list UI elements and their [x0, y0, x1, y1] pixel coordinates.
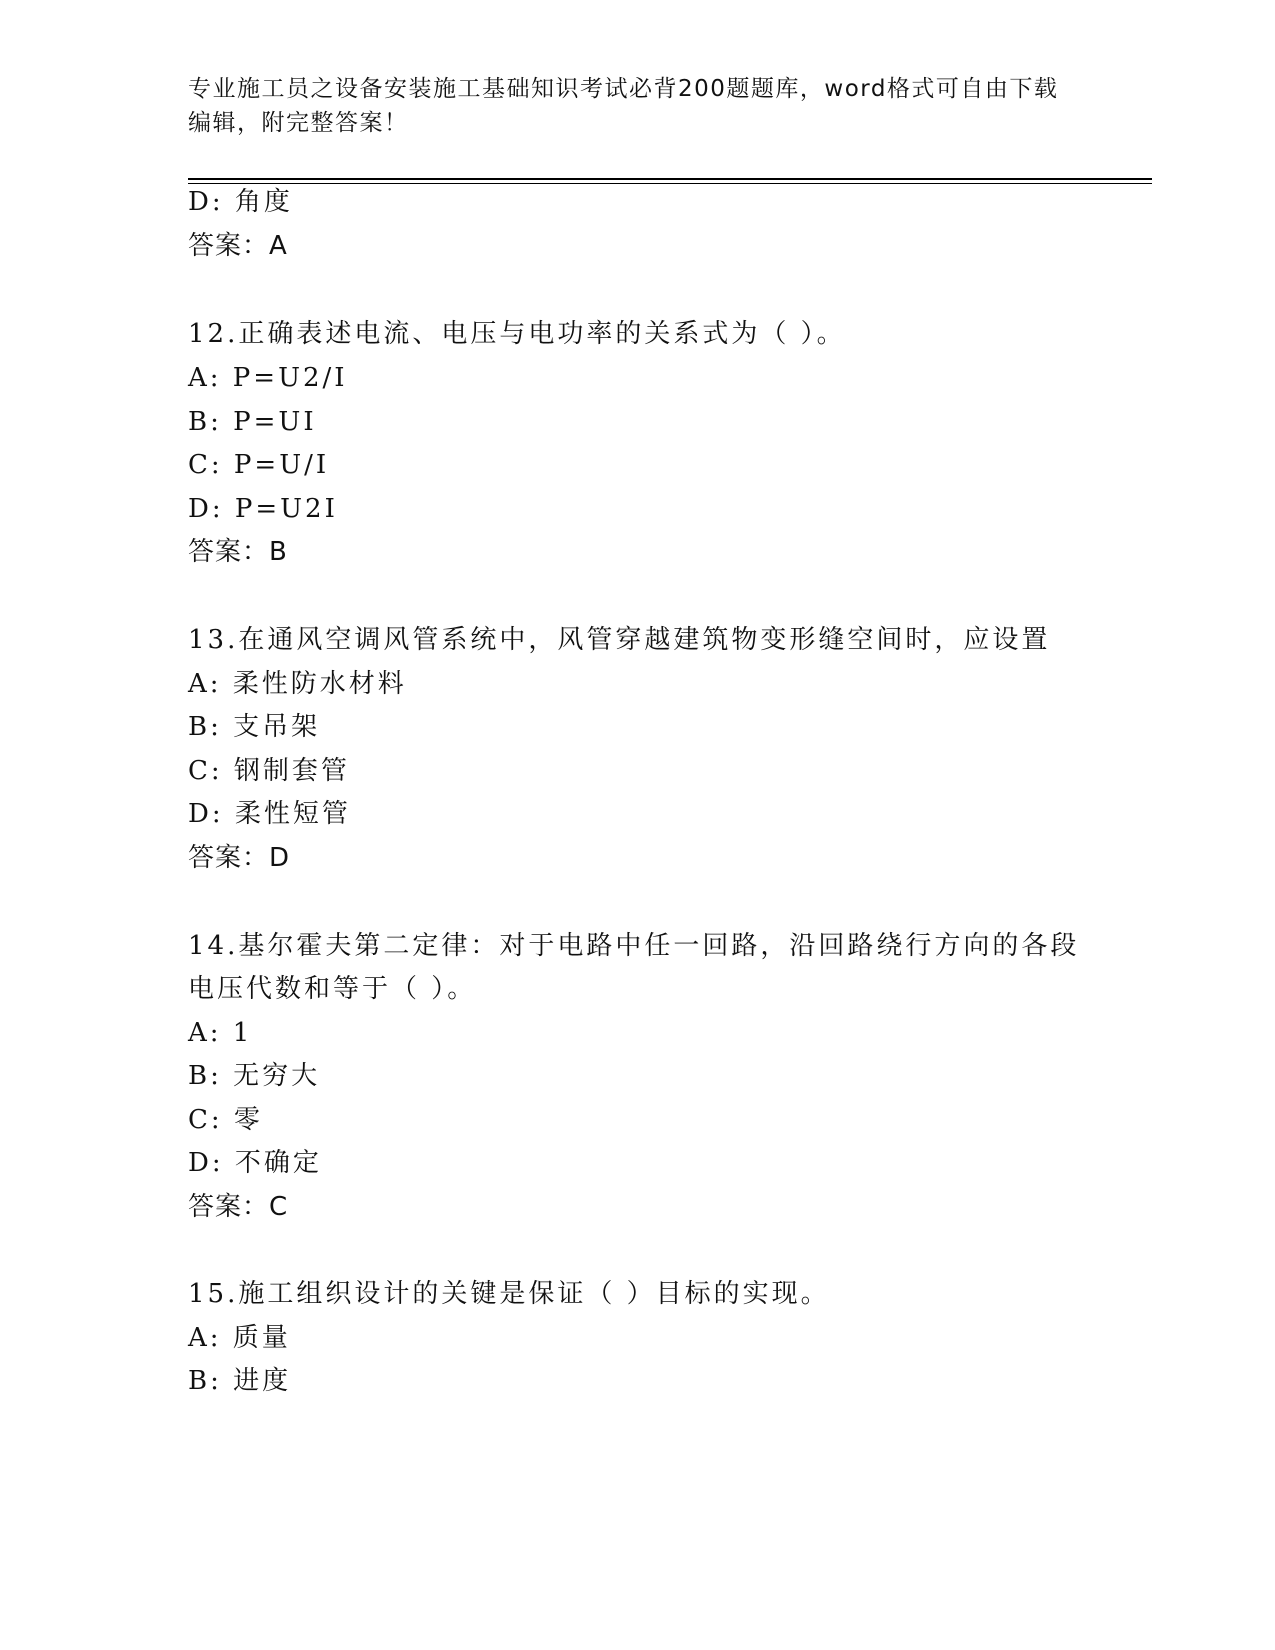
header-rule-thick	[188, 178, 1152, 180]
q13-option-b: B: 支吊架	[188, 712, 321, 742]
q15-question: 15.施工组织设计的关键是保证（ ）目标的实现。	[188, 1279, 830, 1309]
header-line-1: 专业施工员之设备安装施工基础知识考试必背200题题库，word格式可自由下载	[188, 76, 1059, 102]
page-header	[188, 72, 1088, 140]
q13-question: 13.在通风空调风管系统中，风管穿越建筑物变形缝空间时，应设置	[188, 625, 1051, 655]
q14-option-c: C: 零	[188, 1105, 263, 1135]
q12-option-d: D: P=U2I	[188, 494, 338, 524]
q14-question-line-2: 电压代数和等于（ ）。	[188, 974, 477, 1004]
q12-answer: 答案：B	[188, 537, 288, 567]
q14-answer: 答案：C	[188, 1192, 289, 1222]
q13-option-c: C: 钢制套管	[188, 756, 350, 786]
q13-option-d: D: 柔性短管	[188, 799, 351, 829]
q12-option-a: A: P=U2/I	[188, 363, 348, 393]
q13-option-a: A: 柔性防水材料	[188, 669, 407, 699]
q15-option-a: A: 质量	[188, 1323, 291, 1353]
q14-option-d: D: 不确定	[188, 1148, 322, 1178]
q11-answer: 答案：A	[188, 231, 288, 261]
q12-option-b: B: P=UI	[188, 407, 317, 437]
header-line-2: 编辑，附完整答案！	[188, 110, 409, 136]
q14-option-a: A: 1	[188, 1018, 253, 1048]
q12-option-c: C: P=U/I	[188, 450, 330, 480]
q13-answer: 答案：D	[188, 843, 291, 873]
q11-option-d: D: 角度	[188, 187, 293, 217]
q14-option-b: B: 无穷大	[188, 1061, 321, 1091]
q12-question: 12.正确表述电流、电压与电功率的关系式为（ ）。	[188, 319, 846, 349]
q15-option-b: B: 进度	[188, 1366, 292, 1396]
q14-question-line-1: 14.基尔霍夫第二定律：对于电路中任一回路，沿回路绕行方向的各段	[188, 931, 1080, 961]
header-rule-thin	[188, 183, 1152, 184]
